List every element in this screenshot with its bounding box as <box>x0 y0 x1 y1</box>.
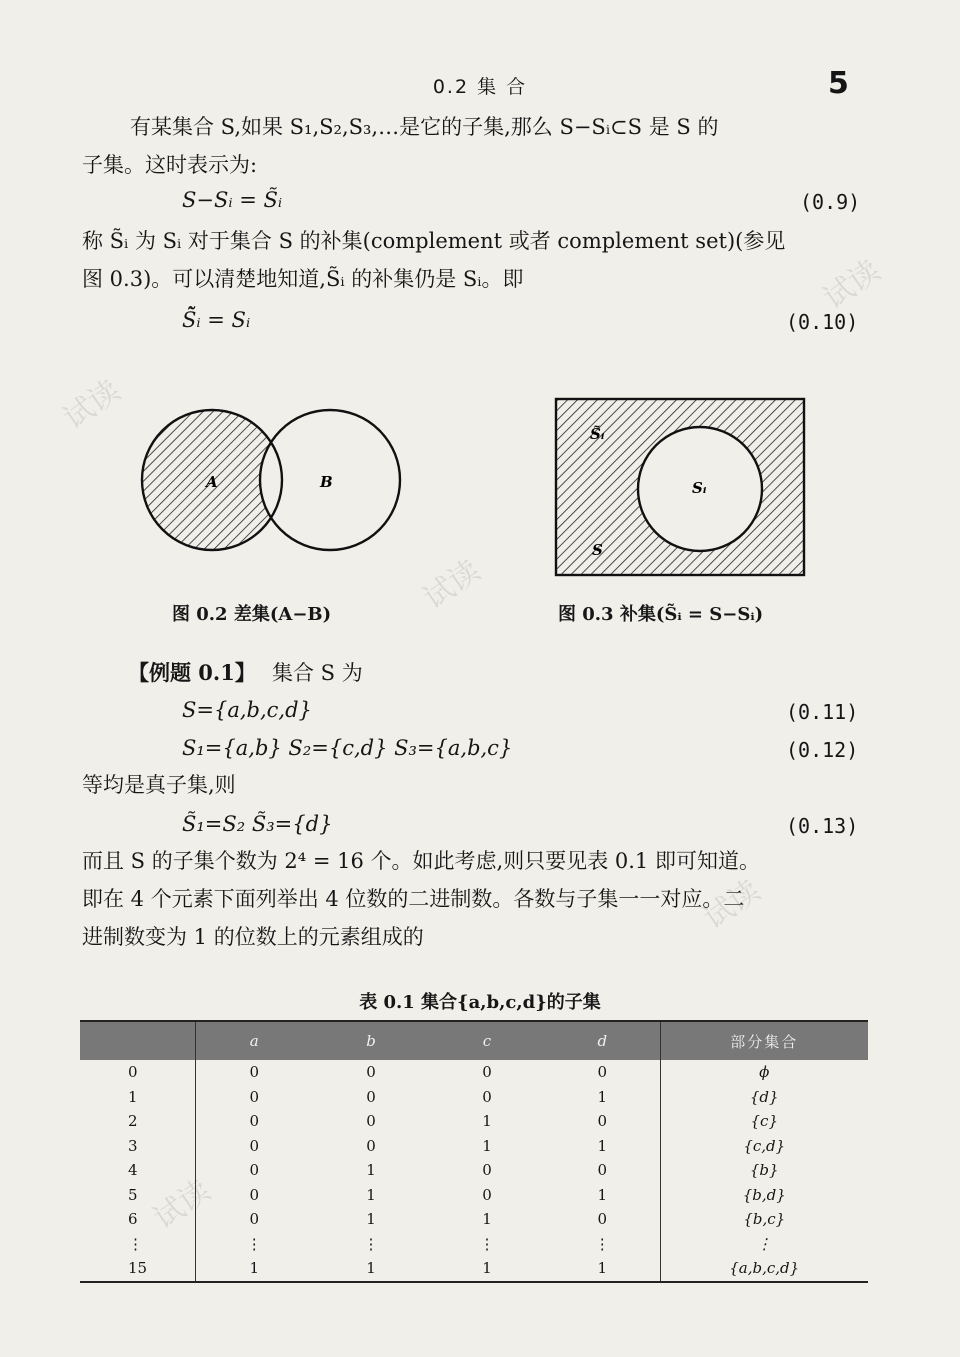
equation: S̃₁=S₂ S̃₃={d} <box>182 812 333 836</box>
paragraph-line: 子集。这时表示为: <box>82 153 258 177</box>
bit-cell: 1 <box>429 1256 545 1282</box>
equation-number: (0.13) <box>786 814 859 838</box>
example-text: 集合 S 为 <box>272 661 363 685</box>
bit-cell: 1 <box>482 1136 492 1155</box>
subsets-table <box>80 1020 868 1283</box>
paragraph-line: 称 S̃ᵢ 为 Sᵢ 对于集合 S 的补集(complement 或者 complement set)(参见 <box>82 229 786 253</box>
bit-cell: 0 <box>482 1063 492 1082</box>
bit-cell: 0 <box>366 1063 376 1082</box>
bit-cell: 0 <box>249 1063 260 1082</box>
row-number-cell: ⋮ <box>80 1232 195 1257</box>
bit-cell: 1 <box>313 1256 429 1282</box>
paragraph-line: 有某集合 S,如果 S₁,S₂,S₃,…是它的子集,那么 S−Sᵢ⊂S 是 S 的 <box>130 115 719 139</box>
watermark: 试读 <box>697 873 767 937</box>
subset-cell: {c,d} <box>743 1136 786 1155</box>
row-number-cell: 5 <box>80 1183 195 1208</box>
equation: S−Sᵢ = S̃ᵢ <box>182 188 283 212</box>
row-number-cell: 1 <box>80 1085 195 1110</box>
watermark: 试读 <box>147 1173 217 1237</box>
table-row <box>80 1060 868 1085</box>
bit-cell: 1 <box>545 1256 660 1282</box>
label-b: B <box>320 473 333 491</box>
subset-cell: ⋮ <box>756 1234 772 1253</box>
bit-cell: ⋮ <box>246 1234 262 1253</box>
set-a-minus-b-region <box>142 410 400 550</box>
bit-cell: 0 <box>482 1087 492 1106</box>
subset-cell: {a,b,c,d} <box>660 1256 868 1282</box>
label-s: S <box>592 541 603 559</box>
bit-cell: 0 <box>249 1210 260 1229</box>
table-row <box>80 1207 868 1232</box>
figure-caption: 图 0.3 补集(S̃ᵢ = S−Sᵢ) <box>558 604 764 625</box>
table-header-row <box>80 1021 868 1060</box>
bit-cell: 1 <box>482 1210 492 1229</box>
equation: S₁={a,b} S₂={c,d} S₃={a,b,c} <box>182 736 513 760</box>
table-row <box>80 1085 868 1110</box>
table-header-cell: b <box>313 1021 429 1060</box>
row-number-cell: 6 <box>80 1207 195 1232</box>
watermark: 试读 <box>817 253 887 317</box>
table-header-cell: 部分集合 <box>660 1021 868 1060</box>
bit-cell: 0 <box>249 1136 260 1155</box>
table-row <box>80 1232 868 1257</box>
bit-cell: 0 <box>545 1158 660 1183</box>
label-a: A <box>206 473 218 491</box>
paragraph-line: 进制数变为 1 的位数上的元素组成的 <box>82 925 424 949</box>
subset-cell: {d} <box>749 1087 779 1106</box>
equation: S̃̃ᵢ = Sᵢ <box>182 308 251 332</box>
running-header: 0.2 集 合 <box>432 76 528 98</box>
table-row <box>80 1256 868 1282</box>
subset-cell: {b,c} <box>743 1210 786 1229</box>
bit-cell: ⋮ <box>545 1232 660 1257</box>
bit-cell: 1 <box>482 1112 492 1131</box>
paragraph-line: 即在 4 个元素下面列举出 4 位数的二进制数。各数与子集一一对应。二 <box>82 887 745 911</box>
bit-cell: 0 <box>545 1109 660 1134</box>
bit-cell: 0 <box>249 1161 260 1180</box>
bit-cell: 0 <box>249 1087 260 1106</box>
page-number: 5 <box>828 66 849 101</box>
table-row <box>80 1134 868 1159</box>
equation-number: (0.11) <box>786 700 859 724</box>
label-complement: S̃ᵢ <box>590 425 605 443</box>
bit-cell: 1 <box>545 1134 660 1159</box>
example-tag: 【例题 0.1】 <box>128 660 256 685</box>
bit-cell: ⋮ <box>363 1234 379 1253</box>
bit-cell: 1 <box>195 1256 313 1282</box>
venn-difference-figure <box>130 395 420 595</box>
paragraph-line: 等均是真子集,则 <box>82 773 236 797</box>
bit-cell: 0 <box>366 1087 376 1106</box>
bit-cell: 0 <box>545 1060 660 1085</box>
watermark: 试读 <box>417 553 487 617</box>
watermark: 试读 <box>57 373 127 437</box>
bit-cell: 0 <box>482 1185 492 1204</box>
bit-cell: 0 <box>545 1207 660 1232</box>
bit-cell: 1 <box>545 1085 660 1110</box>
row-number-cell: 0 <box>80 1060 195 1085</box>
bit-cell: ⋮ <box>479 1234 495 1253</box>
bit-cell: 1 <box>366 1161 376 1180</box>
bit-cell: 1 <box>366 1210 376 1229</box>
paragraph-line: 而且 S 的子集个数为 2⁴ = 16 个。如此考虑,则只要见表 0.1 即可知道。 <box>82 849 760 873</box>
equation-number: (0.9) <box>800 190 861 214</box>
bit-cell: 1 <box>366 1185 376 1204</box>
row-number-cell: 15 <box>80 1256 195 1282</box>
bit-cell: 0 <box>366 1136 376 1155</box>
row-number-cell: 4 <box>80 1158 195 1183</box>
subset-cell: {b,d} <box>742 1185 786 1204</box>
table-header-cell: c <box>429 1021 545 1060</box>
bit-cell: 0 <box>482 1161 492 1180</box>
equation: S={a,b,c,d} <box>182 698 312 722</box>
paragraph-line: 图 0.3)。可以清楚地知道,S̃ᵢ 的补集仍是 Sᵢ。即 <box>82 267 524 291</box>
table-header-cell: d <box>545 1021 660 1060</box>
table-header-cell: a <box>195 1021 313 1060</box>
row-number-cell: 3 <box>80 1134 195 1159</box>
bit-cell: 1 <box>545 1183 660 1208</box>
bit-cell: 0 <box>249 1185 260 1204</box>
table-row <box>80 1183 868 1208</box>
table-header-cell <box>80 1021 195 1060</box>
equation-number: (0.10) <box>786 310 859 334</box>
bit-cell: 0 <box>366 1112 376 1131</box>
subset-cell: ϕ <box>759 1063 770 1082</box>
row-number-cell: 2 <box>80 1109 195 1134</box>
equation-number: (0.12) <box>786 738 859 762</box>
complement-figure <box>552 395 812 585</box>
figure-caption: 图 0.2 差集(A−B) <box>172 604 332 625</box>
table-caption: 表 0.1 集合{a,b,c,d}的子集 <box>359 992 601 1013</box>
label-si: Sᵢ <box>692 479 707 497</box>
subset-cell: {c} <box>750 1112 778 1131</box>
bit-cell: 0 <box>249 1112 260 1131</box>
table-row <box>80 1158 868 1183</box>
subset-cell: {b} <box>749 1161 779 1180</box>
table-row <box>80 1109 868 1134</box>
